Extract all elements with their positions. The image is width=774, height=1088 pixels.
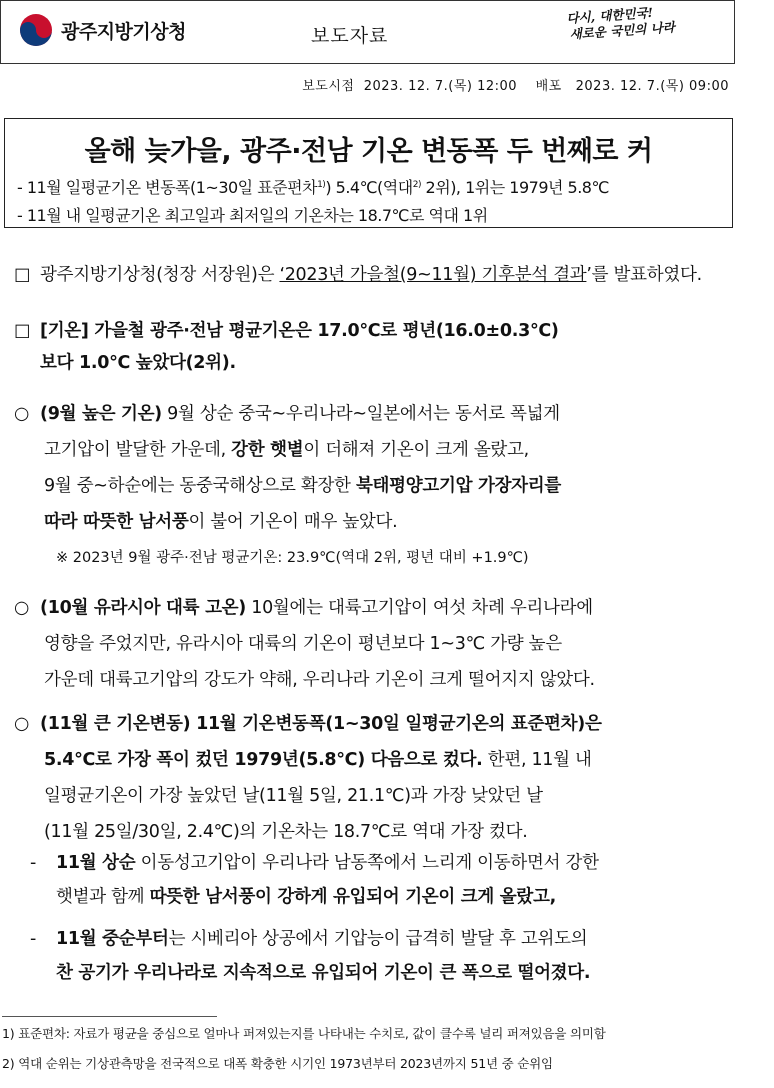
p3-line-2b: 이 더해져 기온이 크게 올랐고, <box>303 440 529 460</box>
p3-line-4: 이 불어 기온이 매우 높았다. <box>188 512 398 532</box>
org-name: 광주지방기상청 <box>61 20 186 43</box>
headline-sub-2: - 11월 내 일평균기온 최고일과 최저일의 기온차는 18.7℃로 역대 1위 <box>17 206 488 225</box>
paragraph-temperature <box>14 315 754 379</box>
p1-text-a: 광주지방기상청(청장 서장원)은 <box>40 265 280 285</box>
d1-line-1: 이동성고기압이 우리나라 남동쪽에서 느리게 이동하면서 강한 <box>135 853 599 873</box>
embargo-label: 보도시점 <box>302 79 355 94</box>
sub1-text-a: - 11월 일평균기온 변동폭(1~30일 표준편차 <box>17 178 318 197</box>
p4-line-1: 10월에는 대륙고기압이 여섯 차례 우리나라에 <box>245 598 593 618</box>
embargo-time: 2023. 12. 7.(목) 12:00 <box>363 79 518 94</box>
sub1-text-b: ) 5.4℃(역대 <box>325 178 413 197</box>
square-bullet: □ <box>14 265 31 285</box>
paragraph-announcement <box>14 260 754 290</box>
p5-line-1: (11월 큰 기온변동) 11월 기온변동폭(1~30일 일평균기온의 표준편차)은 <box>40 714 602 734</box>
dash-bullet: - <box>30 929 37 949</box>
footnote-1: 1) 표준편차: 자료가 평균을 중심으로 얼마나 퍼져있는지를 나타내는 수치로, 값이 클수록 널리 퍼져있음을 의미함 <box>2 1026 606 1041</box>
p1-report-title: ‘2023년 가을철(9~11월) 기후분석 결과 <box>279 265 587 285</box>
p5-line-3: 일평균기온이 가장 높았던 날(11월 5일, 21.1℃)과 가장 낮았던 날 <box>44 786 543 806</box>
circle-bullet: ○ <box>14 404 29 424</box>
d2-line-2: 찬 공기가 우리나라로 지속적으로 유입되어 기온이 큰 폭으로 떨어졌다. <box>56 963 591 983</box>
slogan-line-2: 새로운 국민의 나라 <box>569 19 676 42</box>
paragraph-november <box>14 706 754 850</box>
distribution-label: 배포 <box>535 79 562 94</box>
p4-line-2: 영향을 주었지만, 유라시아 대륙의 기온이 평년보다 1~3℃ 가량 높은 <box>44 634 562 654</box>
d1-line-2-bold: 따뜻한 남서풍이 강하게 유입되어 기온이 크게 올랐고, <box>149 887 556 907</box>
d2-heading: 11월 중순부터 <box>56 929 169 949</box>
headline-sub-1 <box>17 175 609 198</box>
footnote-ref-2: 2) <box>412 180 421 190</box>
headline-title: 올해 늦가을, 광주·전남 기온 변동폭 두 번째로 커 <box>84 136 653 167</box>
square-bullet: □ <box>14 321 31 341</box>
p4-line-3: 가운데 대륙고기압의 강도가 약해, 우리나라 기온이 크게 떨어지지 않았다. <box>44 670 595 690</box>
press-header <box>0 0 735 64</box>
sub1-text-c: 2위), 1위는 1979년 5.8℃ <box>420 178 609 197</box>
dash-bullet: - <box>30 853 37 873</box>
slogan <box>566 3 678 43</box>
circle-bullet: ○ <box>14 598 29 618</box>
p5-line-2-bold: 5.4℃로 가장 폭이 컸던 1979년(5.8℃) 다음으로 컸다. <box>44 750 483 770</box>
p3-line-4-bold: 따라 따뜻한 남서풍 <box>44 512 189 532</box>
p3-line-2-bold: 강한 햇볕 <box>231 440 304 460</box>
p5-line-4: (11월 25일/30일, 2.4℃)의 기온차는 18.7℃로 역대 가장 컸다. <box>44 822 528 842</box>
p5-line-2: 한편, 11월 내 <box>482 750 592 770</box>
slogan-line-1: 다시, 대한민국! <box>566 4 654 26</box>
p3-heading: (9월 높은 기온) <box>40 404 162 424</box>
d2-line-1: 는 시베리아 상공에서 기압능이 급격히 발달 후 고위도의 <box>168 929 588 949</box>
p2-line-1: [기온] 가을철 광주·전남 평균기온은 17.0℃로 평년(16.0±0.3℃) <box>40 321 559 341</box>
p4-heading: (10월 유라시아 대륙 고온) <box>40 598 246 618</box>
d1-line-2a: 햇볕과 함께 <box>56 887 150 907</box>
footnote-divider <box>2 1016 217 1017</box>
doc-type-label: 보도자료 <box>311 25 389 47</box>
p1-text-b: ’를 발표하였다. <box>586 265 702 285</box>
p3-line-3a: 9월 중~하순에는 동중국해상으로 확장한 <box>44 476 356 496</box>
p3-line-2a: 고기압이 발달한 가운데, <box>44 440 232 460</box>
d1-heading: 11월 상순 <box>56 853 136 873</box>
p2-line-2: 보다 1.0℃ 높았다(2위). <box>40 353 236 373</box>
september-note: ※ 2023년 9월 광주·전남 평균기온: 23.9℃(역대 2위, 평년 대비 +1.9℃) <box>56 550 529 566</box>
footnote-ref-1: 1) <box>317 180 326 190</box>
p3-line-1: 9월 상순 중국~우리나라~일본에서는 동서로 폭넓게 <box>161 404 560 424</box>
dash-item-mid-november <box>30 922 750 990</box>
paragraph-october <box>14 590 754 698</box>
circle-bullet: ○ <box>14 714 29 734</box>
distribution-time: 2023. 12. 7.(목) 09:00 <box>575 79 729 94</box>
headline-box <box>4 118 733 228</box>
dash-item-early-november <box>30 846 750 914</box>
org-logo <box>19 13 186 47</box>
p3-line-3-bold: 북태평양고기압 가장자리를 <box>355 476 561 496</box>
release-times <box>210 75 729 94</box>
paragraph-september <box>14 396 754 540</box>
footnote-2: 2) 역대 순위는 기상관측망을 전국적으로 대폭 확충한 시기인 1973년부터 2023년까지 51년 중 순위임 <box>2 1056 553 1071</box>
taegeuk-logo-icon <box>19 13 53 47</box>
